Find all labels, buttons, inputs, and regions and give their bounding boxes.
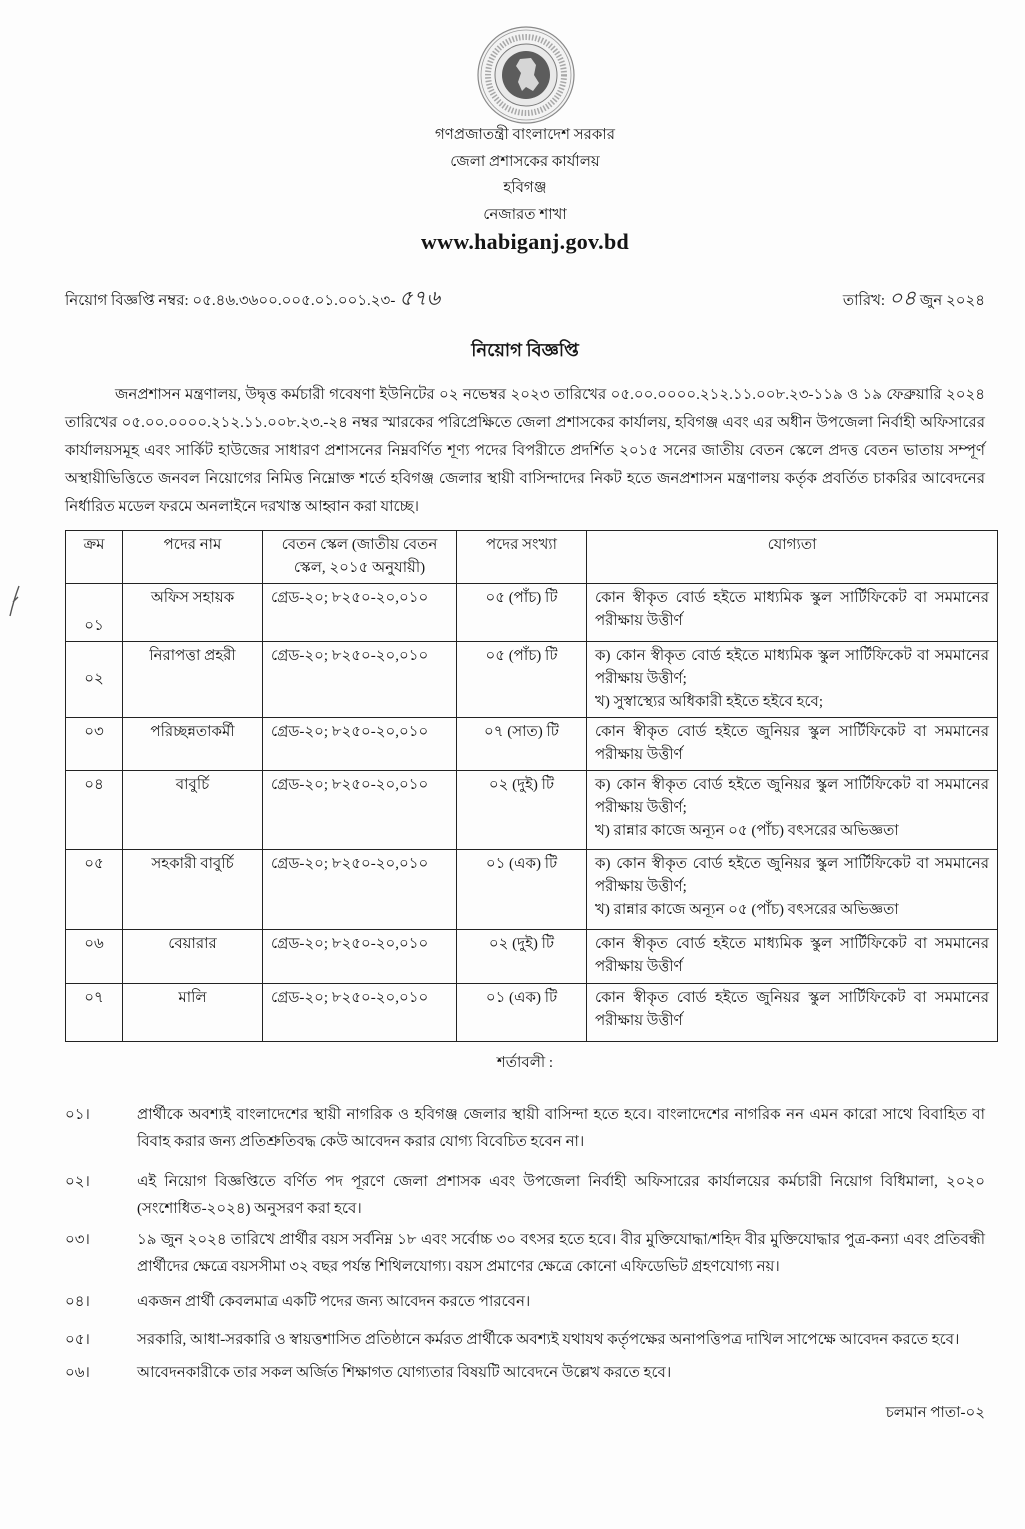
post-count-cell: ০৭ (সাত) টি [457,718,587,771]
office-name: জেলা প্রশাসকের কার্যালয় [450,153,600,170]
condition-text: আবেদনকারীকে তার সকল অর্জিত শিক্ষাগত যোগ্যতার বিষয়টি আবেদনে উল্লেখ করতে হবে। [137,1365,672,1381]
handwritten-date-day: ০৪ [888,286,917,310]
qualification-cell [587,584,998,642]
header-pay-scale: বেতন স্কেল (জাতীয় বেতন স্কেল, ২০১৫ অনুযায়ী) [263,531,457,584]
qualification-line: কোন স্বীকৃত বোর্ড হইতে মাধ্যমিক স্কুল সার্টিফিকেট বা সমমানের পরীক্ষায় উত্তীর্ণ [595,936,989,975]
condition-number: ০৩। [65,1232,90,1248]
pay-scale-cell: গ্রেড-২০; ৮২৫০-২০,০১০ [263,984,457,1042]
table-header-row [66,531,998,584]
post-count-cell: ০২ (দুই) টি [457,771,587,850]
condition-item [65,1169,985,1222]
qualification-line: ক) কোন স্বীকৃত বোর্ড হইতে মাধ্যমিক স্কুল সার্টিফিকেট বা সমমানের পরীক্ষায় উত্তীর্ণ; [595,648,989,687]
post-name-cell: সহকারী বাবুর্চি [123,850,263,930]
table-row [66,930,998,984]
qualification-cell [587,642,998,718]
post-count-cell: ০২ (দুই) টি [457,930,587,984]
qualification-line: খ) রান্নার কাজে অন্যূন ০৫ (পাঁচ) বৎসরের অভিজ্ঞতা [595,823,899,839]
serial-cell: ০৬ [66,930,123,984]
conditions-title: শর্তাবলী : [496,1055,554,1071]
memo-date [843,284,985,315]
post-name-cell: অফিস সহায়ক [123,584,263,642]
table-row [66,984,998,1042]
post-count-cell: ০১ (এক) টি [457,850,587,930]
post-count-cell: ০৫ (পাঁচ) টি [457,642,587,718]
table-row [66,718,998,771]
table-row [66,771,998,850]
memo-line [65,284,985,312]
condition-number: ০৬। [65,1365,90,1381]
condition-text: সরকারি, আধা-সরকারি ও স্বায়ত্তশাসিত প্রতিষ্ঠানে কর্মরত প্রার্থীকে অবশ্যই যথাযথ কর্তৃপক্ষের অনাপত্তিপত্র দাখিল সাপেক্ষে আবেদন করতে হবে। [137,1331,960,1348]
condition-number: ০২। [65,1174,90,1190]
post-count-cell: ০৫ (পাঁচ) টি [457,584,587,642]
government-name: গণপ্রজাতন্ত্রী বাংলাদেশ সরকার [434,127,616,143]
condition-number: ০১। [65,1107,90,1123]
condition-item [65,1102,985,1155]
qualification-line: ক) কোন স্বীকৃত বোর্ড হইতে জুনিয়র স্কুল সার্টিফিকেট বা সমমানের পরীক্ষায় উত্তীর্ণ; [595,777,989,816]
qualification-line: ক) কোন স্বীকৃত বোর্ড হইতে জুনিয়র স্কুল সার্টিফিকেট বা সমমানের পরীক্ষায় উত্তীর্ণ; [595,856,989,895]
post-name-cell: বাবুর্চি [123,771,263,850]
pay-scale-cell: গ্রেড-২০; ৮২৫০-২০,০১০ [263,718,457,771]
serial-cell: ০৩ [66,718,123,771]
qualification-cell [587,718,998,771]
condition-number: ০৪। [65,1294,90,1310]
date-label: তারিখ: [842,293,886,309]
continued-page-note: চলমান পাতা-০২ [885,1404,985,1421]
government-seal-icon [476,25,576,125]
condition-item [65,1289,985,1316]
serial-cell: ০৫ [66,850,123,930]
post-name-cell: পরিচ্ছন্নতাকর্মী [123,718,263,771]
condition-item [65,1360,985,1387]
memo-number-label: নিয়োগ বিজ্ঞপ্তি নম্বর: ০৫.৪৬.৩৬০০.০০৫.০১.০০১.২৩- [65,293,396,309]
condition-text: একজন প্রার্থী কেবলমাত্র একটি পদের জন্য আবেদন করতে পারবেন। [137,1294,531,1310]
serial-cell: ০৭ [66,984,123,1042]
qualification-line: কোন স্বীকৃত বোর্ড হইতে মাধ্যমিক স্কুল সার্টিফিকেট বা সমমানের পরীক্ষায় উত্তীর্ণ [595,590,989,629]
qualification-line: খ) সুস্বাস্থ্যের অধিকারী হইতে হইবে হবে; [595,694,824,710]
pay-scale-cell: গ্রেড-২০; ৮২৫০-২০,০১০ [263,771,457,850]
header-post-name: পদের নাম [123,531,263,584]
qualification-line: কোন স্বীকৃত বোর্ড হইতে জুনিয়র স্কুল সার্টিফিকেট বা সমমানের পরীক্ষায় উত্তীর্ণ [595,724,989,763]
serial-cell: ০৪ [66,771,123,850]
condition-number: ০৫। [65,1331,90,1348]
header-qualification: যোগ্যতা [587,531,998,584]
qualification-cell [587,984,998,1042]
intro-paragraph: জনপ্রশাসন মন্ত্রণালয়, উদ্বৃত্ত কর্মচারী গবেষণা ইউনিটের ০২ নভেম্বর ২০২৩ তারিখের ০৫.০০.০০০০.২১২.১১.০০৮.২৩-১১৯ ও ১৯ ফেব্রুয়ারি ২০২৪ তারিখের ০৫.০০.০০০০.২১২.১১.০০৮.২৩.-২৪ নম্বর স্মারকের পরিপ্রেক্ষিতে জেলা প্রশাসকের কার্যালয়, হবিগঞ্জ এবং এর অধীন উপজেলা নির্বাহী অফিসারের কার্যালয়সমূহ এবং সার্কিট হাউজের সাধারণ প্রশাসনের নিম্নবর্ণিত শূণ্য পদের বিপরীতে প্রদর্শিত ২০১৫ সনের জাতীয় বেতন স্কেলে প্রদত্ত বেতন ভাতায় সম্পূর্ণ অস্থায়ীভিত্তিতে জনবল নিয়োগের নিমিত্ত নিম্নোক্ত শর্তে হবিগঞ্জ জেলার স্থায়ী বাসিন্দাদের নিকট হতে জনপ্রশাসন মন্ত্রণালয় কর্তৃক প্রবর্তিত চাকরির আবেদনের নির্ধারিত মডেল ফরমে অনলাইনে দরখাস্ত আহ্বান করা যাচ্ছে। [65,387,986,515]
condition-item [65,1327,985,1354]
vacancy-table [65,530,998,1042]
qualification-cell [587,930,998,984]
post-name-cell: নিরাপত্তা প্রহরী [123,642,263,718]
header-serial: ক্রম [66,531,123,584]
notice-title: নিয়োগ বিজ্ঞপ্তি [471,340,579,360]
header-post-count: পদের সংখ্যা [457,531,587,584]
website-url: www.habiganj.gov.bd [420,229,630,254]
condition-text: প্রার্থীকে অবশ্যই বাংলাদেশের স্থায়ী নাগরিক ও হবিগঞ্জ জেলার স্থায়ী বাসিন্দা হতে হবে। বাংলাদেশের নাগরিক নন এমন কারো সাথে বিবাহিত বা বিবাহ করার জন্য প্রতিশ্রুতিবদ্ধ কেউ আবেদন করার যোগ্য বিবেচিত হবেন না। [137,1107,985,1150]
serial-cell: ০২ [66,642,123,718]
condition-text: ১৯ জুন ২০২৪ তারিখে প্রার্থীর বয়স সর্বনিম্ন ১৮ এবং সর্বোচ্চ ৩০ বৎসর হতে হবে। বীর মুক্তিযোদ্ধা/শহিদ বীর মুক্তিযোদ্ধার পুত্র-কন্যা এবং প্রতিবন্ধী প্রার্থীদের ক্ষেত্রে বয়সসীমা ৩২ বছর পর্যন্ত শিথিলযোগ্য। বয়স প্রমাণের ক্ষেত্রে কোনো এফিডেভিট গ্রহণযোগ্য নয়। [137,1232,985,1275]
pay-scale-cell: গ্রেড-২০; ৮২৫০-২০,০১০ [263,930,457,984]
branch-name: নেজারত শাখা [483,206,567,223]
district-name: হবিগঞ্জ [503,180,547,196]
pay-scale-cell: গ্রেড-২০; ৮২৫০-২০,০১০ [263,850,457,930]
table-row [66,584,998,642]
qualification-cell [587,771,998,850]
document-body [0,122,1025,1427]
qualification-line: খ) রান্নার কাজে অন্যূন ০৫ (পাঁচ) বৎসরের অভিজ্ঞতা [595,902,899,918]
memo-number [65,284,440,315]
letterhead [0,122,1025,256]
handwritten-memo-number: ৫৭৬ [399,286,440,310]
qualification-cell [587,850,998,930]
post-name-cell: মালি [123,984,263,1042]
date-month-year: জুন ২০২৪ [919,293,985,309]
condition-text: এই নিয়োগ বিজ্ঞপ্তিতে বর্ণিত পদ পূরণে জেলা প্রশাসক এবং উপজেলা নির্বাহী অফিসারের কার্যালয়ের কর্মচারী নিয়োগ বিধিমালা, ২০২০ (সংশোধিত-২০২৪) অনুসরণ করা হবে। [137,1174,985,1217]
qualification-line: কোন স্বীকৃত বোর্ড হইতে জুনিয়র স্কুল সার্টিফিকেট বা সমমানের পরীক্ষায় উত্তীর্ণ [595,990,989,1029]
table-row [66,850,998,930]
pay-scale-cell: গ্রেড-২০; ৮২৫০-২০,০১০ [263,642,457,718]
serial-cell: ০১ [66,584,123,642]
pay-scale-cell: গ্রেড-২০; ৮২৫০-২০,০১০ [263,584,457,642]
table-row [66,642,998,718]
post-count-cell: ০১ (এক) টি [457,984,587,1042]
condition-item [65,1227,985,1280]
post-name-cell: বেয়ারার [123,930,263,984]
